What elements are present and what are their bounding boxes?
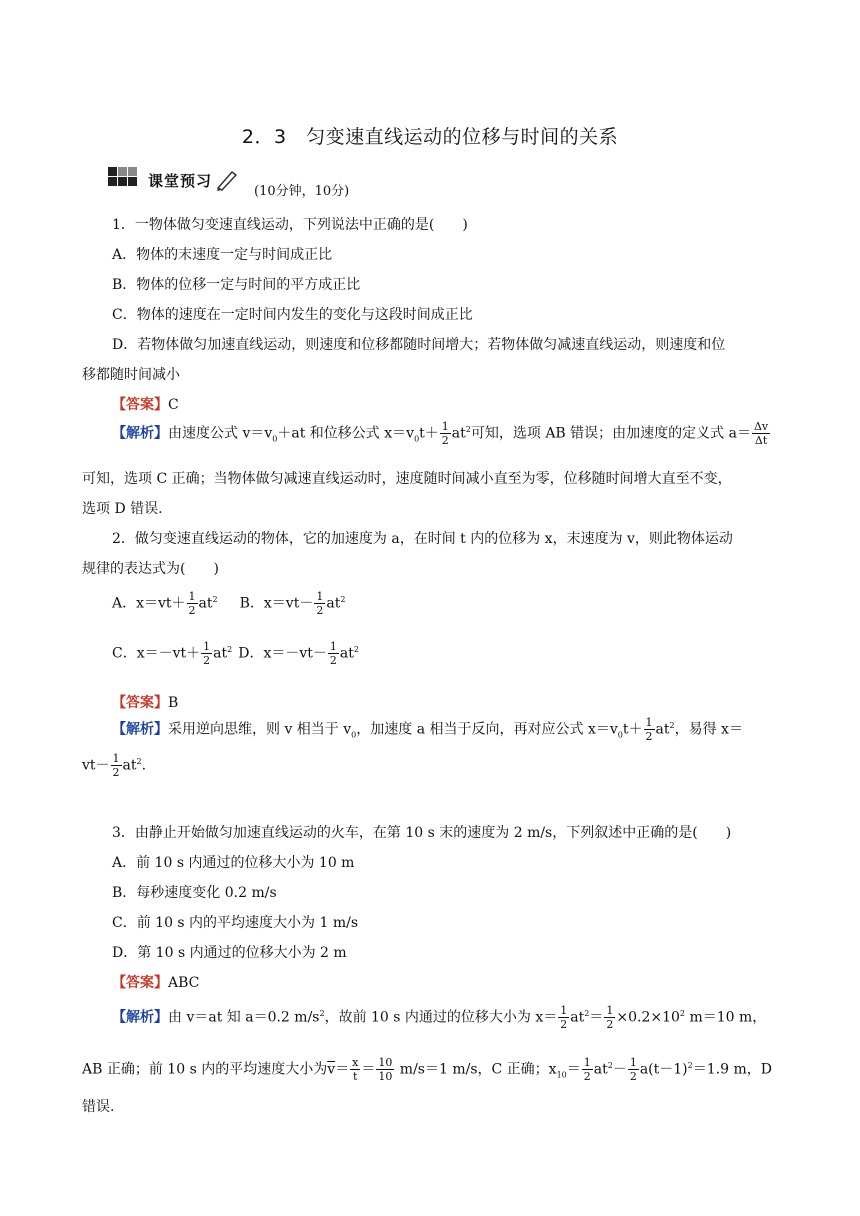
answer-tag: 【答案】 bbox=[112, 397, 168, 413]
q3-option-d: D．第 10 s 内通过的位移大小为 2 m bbox=[112, 945, 347, 961]
q1-analysis-line1: 【解析】由速度公式 $v=v_0+at$ 和位移公式 $x=v_0t+$ $\frac{1}{2}$ $at^2$可知，选项 AB 错误；由加速度的定义式 a＝ $\frac{\Delta v}{\Delta t}$ bbox=[112, 420, 769, 447]
section-label: 课堂预习 bbox=[148, 171, 213, 190]
time-note: (10分钟，10分) bbox=[254, 184, 350, 199]
q1-analysis-line3: 选项 D 错误. bbox=[82, 501, 163, 517]
q2-options-ab: A．x＝vt＋ $\frac{1}{2}$ $at^2$ B．x＝vt－ $\frac{1}{2}$ $at^2$ bbox=[112, 590, 346, 617]
q2-stem-line2: 规律的表达式为( ) bbox=[82, 561, 219, 577]
q1-stem: 1．一物体做匀变速直线运动，下列说法中正确的是( ) bbox=[112, 217, 468, 233]
fraction-half: $\frac{1}{2}$ bbox=[441, 420, 449, 447]
q1-option-d-line2: 移都随时间减小 bbox=[82, 367, 180, 383]
q3-analysis-line2: AB 正确；前 10 s 内的平均速度大小为$\overline{v}=$ $\frac{x}{t}$ ＝ $\frac{10}{10}$ m/s＝1 m/s，C 正确；$x_{10}=$ $\frac{1}{2}$ $at^2-$ $\frac{1}{2}$ $a(t-1)^2=1.9$ m，D bbox=[82, 1056, 772, 1083]
q2-analysis-line2: vt－ $\frac{1}{2}$ $at^2$. bbox=[82, 752, 147, 779]
section-squares-icon bbox=[108, 167, 142, 193]
answer-value: C bbox=[168, 397, 179, 413]
page-title: 2．3 匀变速直线运动的位移与时间的关系 bbox=[241, 126, 619, 148]
q2-analysis-line1: 【解析】采用逆向思维，则 v 相当于 $v_0$，加速度 a 相当于反向，再对应公式 $x=v_0t+$ $\frac{1}{2}$ $at^2$，易得 x＝ bbox=[112, 716, 743, 743]
q3-analysis-line3: 错误. bbox=[82, 1099, 115, 1115]
q1-option-b: B．物体的位移一定与时间的平方成正比 bbox=[112, 277, 361, 293]
q3-answer: 【答案】ABC bbox=[112, 975, 200, 991]
q2-answer: 【答案】B bbox=[112, 695, 179, 711]
q3-stem: 3．由静止开始做匀加速直线运动的火车，在第 10 s 末的速度为 2 m/s，下列叙述中正确的是( ) bbox=[112, 825, 732, 841]
q3-analysis-line1: 【解析】由 v＝at 知 a＝0.2 $m/s^2$，故前 10 s 内通过的位移大小为 x＝ $\frac{1}{2}$ $at^2=$ $\frac{1}{2}$ $\times 0.2\times 10^2$ m＝10 m， bbox=[112, 1004, 767, 1031]
q1-option-c: C．物体的速度在一定时间内发生的变化与这段时间成正比 bbox=[112, 307, 473, 323]
analysis-tag: 【解析】 bbox=[112, 425, 168, 442]
q1-answer bbox=[112, 394, 179, 414]
q3-option-b: B．每秒速度变化 0.2 m/s bbox=[112, 885, 277, 901]
q3-option-a: A．前 10 s 内通过的位移大小为 10 m bbox=[112, 855, 355, 871]
q3-option-c: C．前 10 s 内的平均速度大小为 1 m/s bbox=[112, 915, 359, 931]
pencil-icon bbox=[214, 168, 240, 192]
section-banner bbox=[108, 166, 240, 194]
fraction-dv-dt: $\frac{\Delta v}{\Delta t}$ bbox=[753, 420, 769, 447]
q2-options-cd: C．x＝－vt＋ $\frac{1}{2}$ $at^2$ D．x＝－vt－ $\frac{1}{2}$ $at^2$ bbox=[112, 640, 359, 667]
q1-analysis-line2: 可知，选项 C 正确；当物体做匀减速直线运动时，速度随时间减小直至为零，位移随时间增大直至不变， bbox=[82, 471, 732, 487]
q1-option-d-line1: D．若物体做匀加速直线运动，则速度和位移都随时间增大；若物体做匀减速直线运动，则速度和位 bbox=[112, 337, 726, 353]
q2-stem-line1: 2．做匀变速直线运动的物体，它的加速度为 a，在时间 t 内的位移为 x，末速度为 v，则此物体运动 bbox=[112, 531, 733, 547]
q1-option-a: A．物体的末速度一定与时间成正比 bbox=[112, 247, 333, 263]
